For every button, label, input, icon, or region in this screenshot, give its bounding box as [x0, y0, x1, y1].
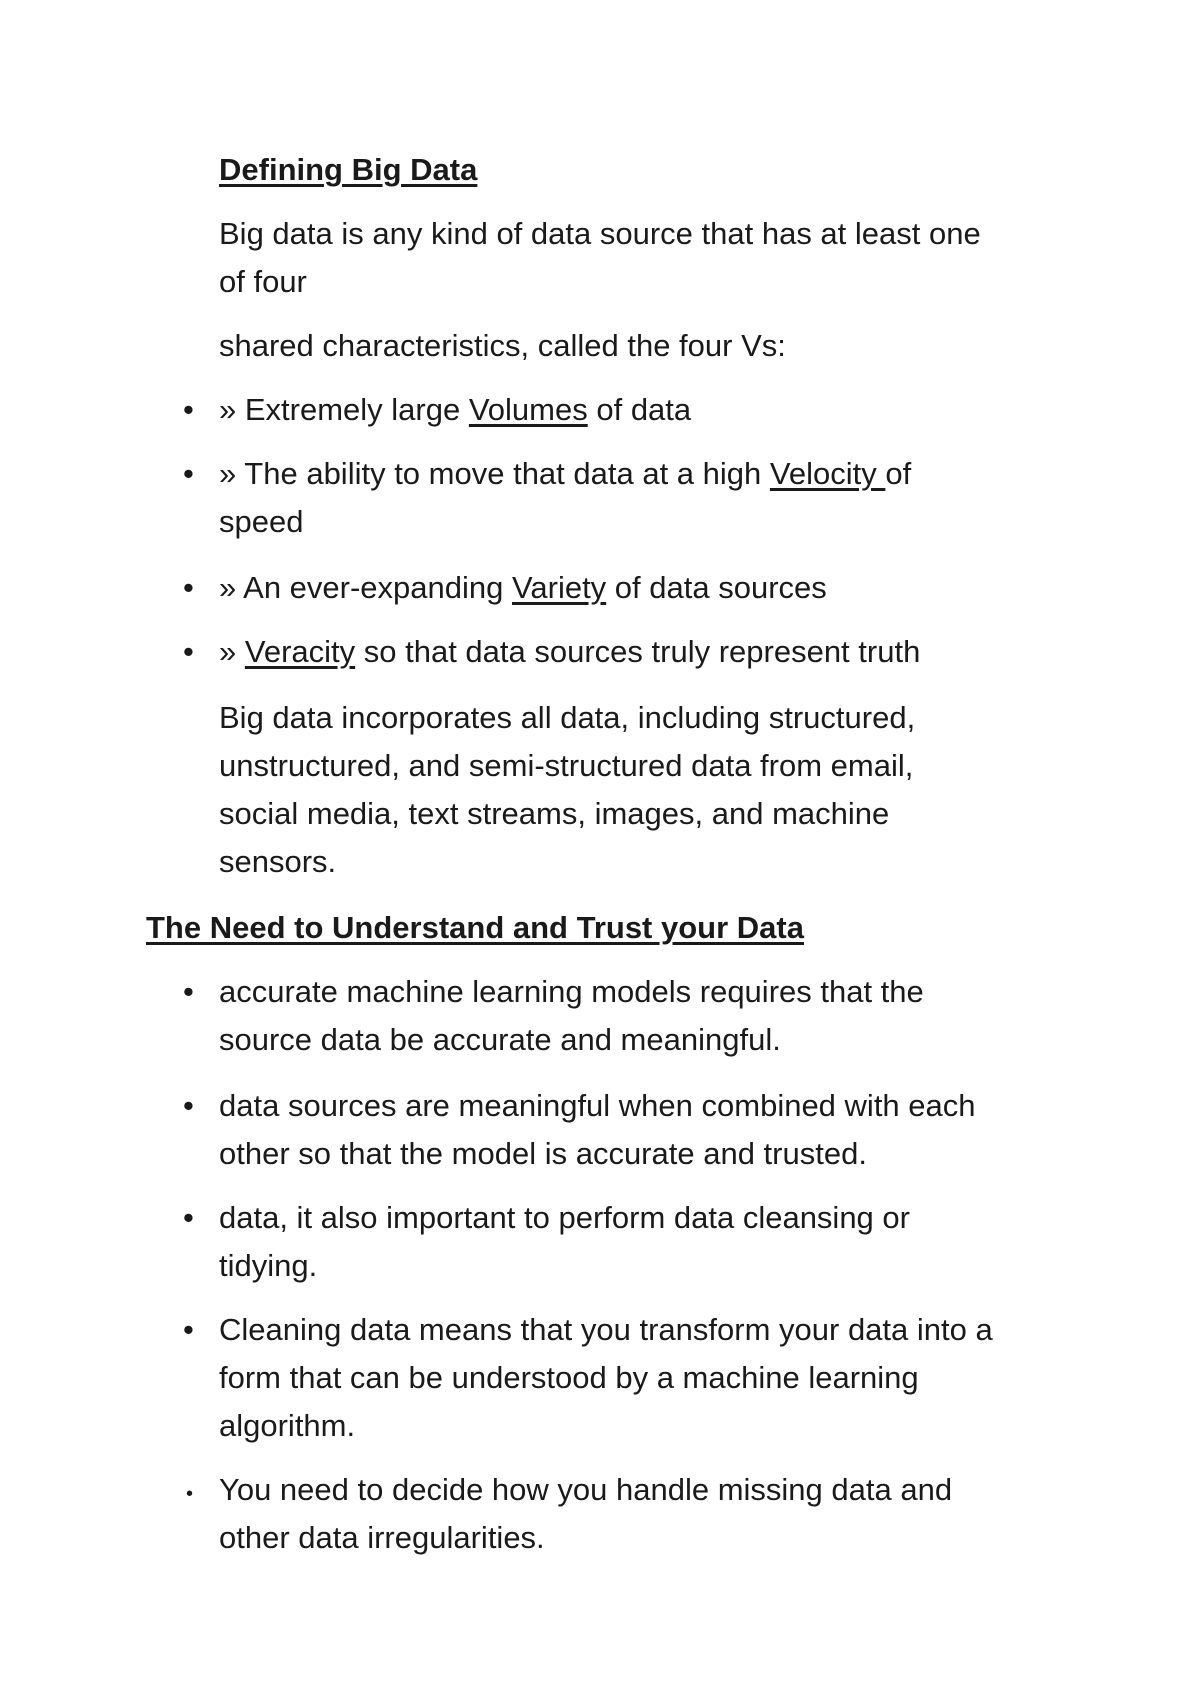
bullet-glyph: • [183, 1312, 194, 1347]
closing-line: social media, text streams, images, and machine [219, 796, 890, 831]
v-item-post: so that data sources truly represent truth [355, 634, 921, 669]
bullet-glyph: • [183, 1200, 194, 1235]
v-term: Veracity [244, 634, 356, 669]
closing-line: Big data incorporates all data, including structured, [219, 700, 916, 735]
v-item-veracity [219, 628, 920, 676]
v-item-volumes [219, 386, 691, 434]
list-item-line: data, it also important to perform data cleansing or [219, 1200, 910, 1235]
bullet-glyph: • [183, 392, 194, 427]
list-item-line: accurate machine learning models requires that the [219, 974, 924, 1009]
v-term: Velocity [769, 456, 886, 491]
list-item-line: source data be accurate and meaningful. [219, 1022, 781, 1057]
v-item-post: of data [587, 392, 692, 427]
list-item-line: You need to decide how you handle missing data and [219, 1472, 953, 1507]
v-item-velocity [219, 450, 911, 498]
list-item-line: form that can be understood by a machine learning [219, 1360, 919, 1395]
v-item-pre: » Extremely large [219, 392, 469, 427]
intro-line: of four [219, 264, 307, 299]
bullet-glyph: • [183, 974, 194, 1009]
list-item-line: algorithm. [219, 1408, 356, 1443]
v-term: Volumes [468, 392, 588, 427]
list-item-line: other so that the model is accurate and trusted. [219, 1136, 867, 1171]
list-item-line: Cleaning data means that you transform your data into a [219, 1312, 993, 1347]
heading-defining-big-data: Defining Big Data [219, 152, 478, 187]
v-item-variety [219, 564, 827, 612]
v-item-velocity-cont: speed [219, 504, 304, 539]
intro-line: shared characteristics, called the four Vs: [219, 328, 786, 363]
closing-line: unstructured, and semi-structured data from email, [219, 748, 914, 783]
bullet-glyph: • [183, 456, 194, 491]
intro-line: Big data is any kind of data source that has at least one [219, 216, 981, 251]
list-item-line: tidying. [219, 1248, 318, 1283]
v-item-post: of [885, 456, 912, 491]
closing-line: sensors. [219, 844, 337, 879]
v-item-post: of data sources [606, 570, 827, 605]
bullet-glyph: • [186, 1483, 194, 1505]
v-term: Variety [512, 570, 607, 605]
bullet-glyph: • [183, 634, 194, 669]
bullet-glyph: • [183, 570, 194, 605]
list-item-line: other data irregularities. [219, 1520, 545, 1555]
v-item-pre: » The ability to move that data at a high [219, 456, 770, 491]
v-item-pre: » An ever-expanding [219, 570, 512, 605]
heading-need-to-understand: The Need to Understand and Trust your Data [146, 910, 804, 945]
list-item-line: data sources are meaningful when combined with each [219, 1088, 976, 1123]
bullet-glyph: • [183, 1088, 194, 1123]
v-item-pre: » [219, 634, 245, 669]
